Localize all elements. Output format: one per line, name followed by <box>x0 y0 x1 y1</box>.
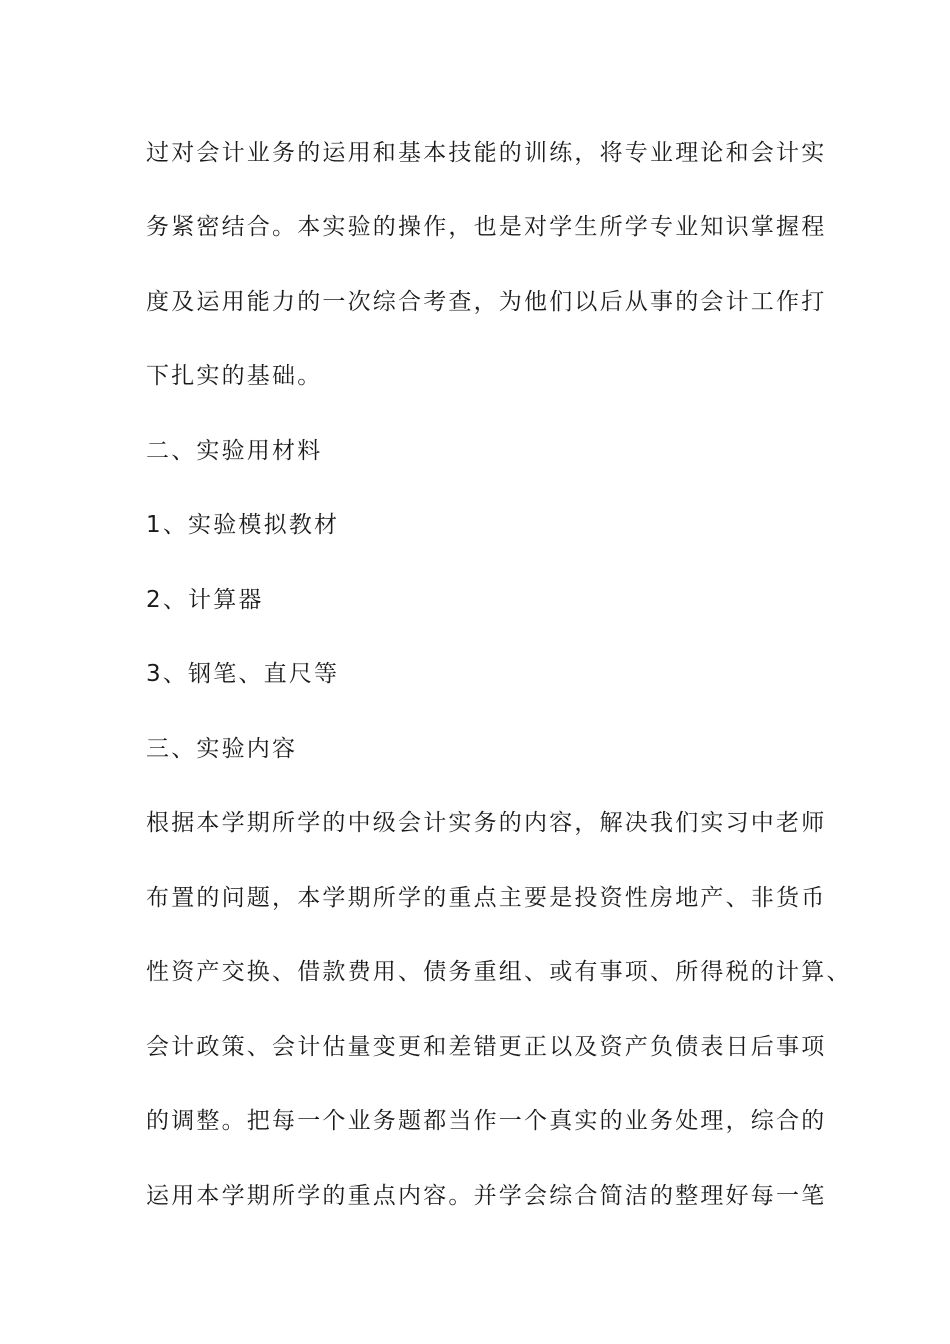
section-heading-materials: 二、实验用材料 <box>146 438 323 464</box>
text-line-2: 务紧密结合。本实验的操作，也是对学生所学专业知识掌握程 <box>146 214 827 240</box>
text-line-4: 下扎实的基础。 <box>146 363 323 389</box>
text-line-1: 过对会计业务的运用和基本技能的训练，将专业理论和会计实 <box>146 140 827 166</box>
text-line-15: 运用本学期所学的重点内容。并学会综合简洁的整理好每一笔 <box>146 1183 827 1209</box>
text-line-11: 布置的问题，本学期所学的重点主要是投资性房地产、非货币 <box>146 885 827 911</box>
text-line-3: 度及运用能力的一次综合考查，为他们以后从事的会计工作打 <box>146 289 827 315</box>
text-line-10: 根据本学期所学的中级会计实务的内容，解决我们实习中老师 <box>146 810 827 836</box>
list-item-3: 3、钢笔、直尺等 <box>146 661 340 687</box>
section-heading-content: 三、实验内容 <box>146 736 298 762</box>
text-line-14: 的调整。把每一个业务题都当作一个真实的业务处理，综合的 <box>146 1108 827 1134</box>
list-item-1: 1、实验模拟教材 <box>146 512 340 538</box>
list-item-2: 2、计算器 <box>146 587 264 613</box>
text-line-12: 性资产交换、借款费用、债务重组、或有事项、所得税的计算、 <box>146 959 852 985</box>
text-line-13: 会计政策、会计估量变更和差错更正以及资产负债表日后事项 <box>146 1034 827 1060</box>
